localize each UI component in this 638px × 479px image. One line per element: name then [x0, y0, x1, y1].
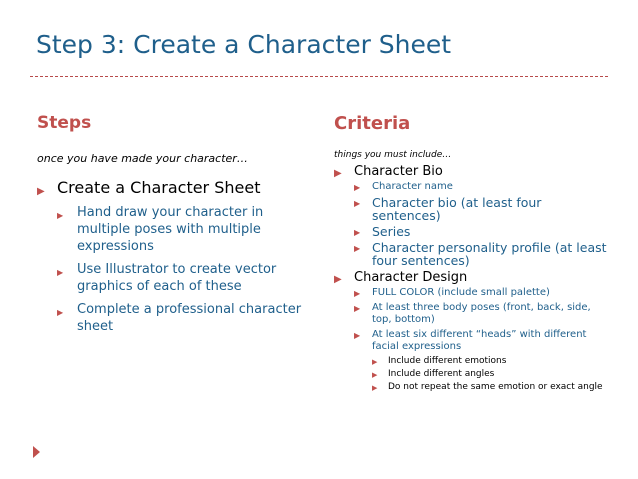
list-item: [354, 329, 612, 393]
bullet-arrow-icon: ▶: [372, 371, 378, 379]
bullet-arrow-icon: ▶: [354, 228, 361, 237]
steps-sublist: [57, 204, 307, 335]
list-item: [354, 287, 612, 299]
bullet-arrow-icon: ▶: [37, 186, 45, 197]
criteria-sub-text: Character bio (at least four sentences): [372, 195, 542, 223]
bullet-arrow-icon: ▶: [334, 168, 342, 179]
list-item: [334, 270, 612, 393]
bullet-arrow-icon: ▶: [354, 331, 361, 340]
list-item: [57, 204, 307, 255]
list-item: [57, 261, 307, 295]
criteria-sub-text: Series: [372, 224, 411, 239]
design-sublist: [354, 287, 612, 393]
step-sub-text: Use Illustrator to create vector graphics of each of these: [77, 262, 277, 294]
bullet-arrow-icon: ▶: [57, 308, 64, 317]
criteria-sub-text: At least six different “heads” with different facial expressions: [372, 329, 587, 352]
criteria-list: [334, 164, 612, 393]
criteria-heading: Criteria: [334, 113, 411, 134]
criteria-sub-text: At least three body poses (front, back, side, top, bottom): [372, 302, 591, 325]
heads-sublist: [372, 356, 612, 393]
criteria-main-text: Character Bio: [354, 164, 443, 179]
step-main-text: Create a Character Sheet: [57, 178, 261, 197]
criteria-sub-text: Character personality profile (at least four sentences): [372, 240, 607, 268]
step-sub-text: Complete a professional character sheet: [77, 302, 302, 334]
criteria-sub-text: FULL COLOR (include small palette): [372, 287, 550, 298]
corner-arrow-icon: [33, 446, 40, 458]
bullet-arrow-icon: ▶: [57, 211, 64, 220]
criteria-column: [334, 150, 612, 396]
bullet-arrow-icon: ▶: [354, 304, 361, 313]
list-item: [334, 164, 612, 267]
list-item: [57, 301, 307, 335]
list-item: [37, 178, 307, 335]
bullet-arrow-icon: ▶: [372, 384, 378, 392]
title-divider: [30, 76, 608, 77]
steps-intro: once you have made your character…: [37, 152, 248, 165]
bio-sublist: [354, 181, 612, 267]
slide-title: Step 3: Create a Character Sheet: [36, 30, 452, 59]
list-item: [354, 196, 612, 222]
list-item: [372, 382, 612, 393]
bullet-arrow-icon: ▶: [354, 199, 361, 208]
bullet-arrow-icon: ▶: [57, 268, 64, 277]
list-item: [354, 181, 612, 193]
criteria-detail-text: Do not repeat the same emotion or exact angle: [388, 382, 603, 392]
bullet-arrow-icon: ▶: [354, 183, 361, 192]
criteria-intro: things you must include…: [334, 150, 452, 160]
criteria-detail-text: Include different emotions: [388, 356, 507, 366]
criteria-main-text: Character Design: [354, 270, 468, 285]
steps-list: [37, 178, 307, 335]
bullet-arrow-icon: ▶: [334, 274, 342, 285]
bullet-arrow-icon: ▶: [354, 289, 361, 298]
step-sub-text: Hand draw your character in multiple poses with multiple expressions: [77, 205, 264, 254]
criteria-sub-text: Character name: [372, 181, 453, 192]
list-item: [354, 241, 612, 267]
list-item: [354, 302, 612, 326]
list-item: [372, 356, 612, 367]
list-item: [354, 225, 612, 238]
steps-heading: Steps: [37, 113, 92, 133]
bullet-arrow-icon: ▶: [372, 358, 378, 366]
steps-column: [37, 152, 307, 344]
criteria-detail-text: Include different angles: [388, 369, 495, 379]
list-item: [372, 369, 612, 380]
bullet-arrow-icon: ▶: [354, 244, 361, 253]
